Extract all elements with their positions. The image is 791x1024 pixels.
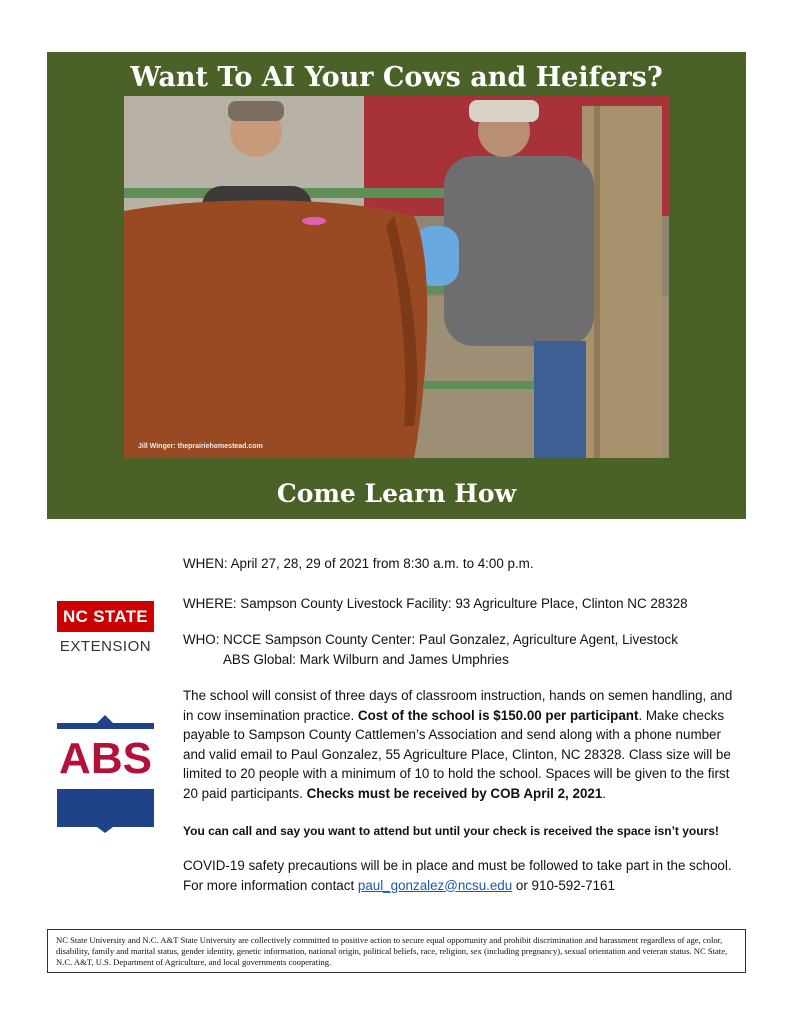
who-line-2: ABS Global: Mark Wilburn and James Umphries: [223, 652, 509, 667]
who-line: WHO: NCCE Sampson County Center: Paul Gonzalez, Agriculture Agent, Livestock: [183, 632, 678, 647]
email-link[interactable]: paul_gonzalez@ncsu.edu: [357, 877, 513, 893]
deadline-text: Checks must be received by COB April 2, 2021: [306, 785, 603, 801]
attendance-warning: You can call and say you want to attend but until your check is received the space isn’t yours!: [183, 824, 719, 838]
extension-label: EXTENSION: [59, 638, 152, 655]
nondiscrimination-footer: NC State University and N.C. A&T State University are collectively committed to positive action to secure equal opportunity and prohibit discrimination and harassment regardless of age, color, disability, family and marital status, gender identity, genetic information, national origin, political beliefs, race, religion, sex (including pregnancy), sexual orientation and veteran status. NC State, N.C. A&T, U.S. Department of Agriculture, and local governments cooperating.: [47, 929, 746, 973]
school-description: [183, 686, 743, 803]
period: .: [602, 785, 607, 801]
covid-notice: [183, 856, 743, 895]
payment-text: . Make checks payable to Sampson County Cattlemen’s Association and send along with a phone number and valid email to Paul Gonzalez, 55 Agriculture Place, Clinton, NC 28328. Class size will be limited to 20 people with a minimum of 10 to hold the school. Spaces will be given to the first 20 paid participants.: [183, 707, 731, 801]
covid-text: COVID-19 safety precautions will be in place and must be followed to take part in the school. For more information contact: [183, 858, 732, 893]
banner-subtitle: Come Learn How: [276, 479, 517, 508]
ncstate-logo-bar: NC STATE: [57, 601, 154, 632]
description-text: The school will consist of three days of classroom instruction, hands on semen handling, and in cow insemination practice.: [183, 688, 733, 723]
banner-title: Want To AI Your Cows and Heifers?: [130, 62, 663, 93]
hero-banner: [47, 52, 746, 519]
cost-text: Cost of the school is $150.00 per participant: [357, 707, 639, 723]
photo-credit: Jill Winger: theprairiehomestead.com: [138, 443, 263, 450]
abs-logo-text: ABS: [59, 734, 152, 783]
ncstate-extension-logo: [57, 601, 154, 655]
where-line: WHERE: Sampson County Livestock Facility: 93 Agriculture Place, Clinton NC 28328: [183, 596, 688, 611]
cattle-insemination-photo: [124, 96, 669, 458]
when-line: WHEN: April 27, 28, 29 of 2021 from 8:30 a.m. to 4:00 p.m.: [183, 556, 534, 571]
abs-logo: [57, 715, 154, 833]
phone-text: or 910-592-7161: [512, 877, 615, 893]
